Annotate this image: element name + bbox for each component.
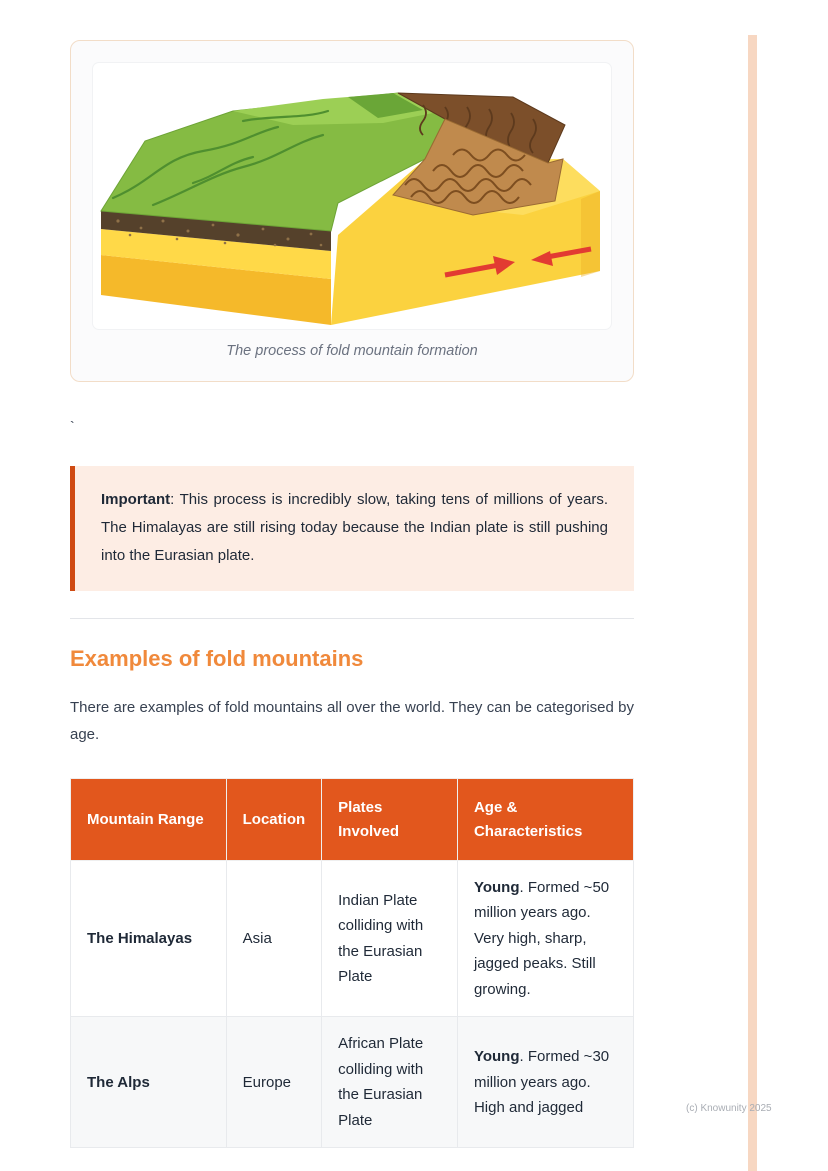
section-divider xyxy=(70,618,634,619)
table-row-himalayas xyxy=(71,860,634,1017)
cell-age xyxy=(457,1017,633,1148)
content-column xyxy=(70,0,634,1148)
section-heading: Examples of fold mountains xyxy=(70,646,364,672)
page-edge-stripe xyxy=(748,35,757,1171)
table-row-alps xyxy=(71,1017,634,1148)
cell-age-keyword: Young xyxy=(473,878,520,896)
col-header-mountain-range: Mountain Range xyxy=(71,779,227,861)
cell-location: Asia xyxy=(226,860,322,1017)
cell-range: The Alps xyxy=(71,1017,227,1148)
cell-age-detail: . Formed ~50 million years ago. Very high, sharp, jagged peaks. Still growing. xyxy=(473,878,610,998)
fold-mountain-illustration xyxy=(93,63,611,329)
cell-age xyxy=(457,860,633,1017)
callout-label: Important xyxy=(101,491,171,508)
col-header-age-characteristics: Age & Characteristics xyxy=(457,779,633,861)
fold-mountains-table xyxy=(70,778,634,1148)
important-callout xyxy=(70,466,634,591)
cell-plates: African Plate colliding with the Eurasian Plate xyxy=(322,1017,458,1148)
watermark: (c) Knowunity 2025 xyxy=(686,1103,772,1114)
col-header-location: Location xyxy=(226,779,322,861)
figure-card xyxy=(70,40,634,382)
cell-plates: Indian Plate colliding with the Eurasian Plate xyxy=(322,860,458,1017)
section-intro: There are examples of fold mountains all over the world. They can be categorised by age. xyxy=(70,699,634,744)
stray-backtick: ` xyxy=(70,418,75,434)
callout-body: : This process is incredibly slow, taking tens of millions of years. The Himalayas are still rising today because the Indian plate is still pushing into the Eurasian plate. xyxy=(101,491,608,564)
cell-location: Europe xyxy=(226,1017,322,1148)
cell-age-keyword: Young xyxy=(473,1048,520,1065)
figure-caption: The process of fold mountain formation xyxy=(226,343,478,359)
cell-age-detail: . Formed ~30 million years ago. High and jagged xyxy=(473,1048,610,1116)
callout-text xyxy=(101,486,608,569)
table-header-row xyxy=(71,779,634,861)
col-header-plates-involved: Plates Involved xyxy=(322,779,458,861)
cell-range: The Himalayas xyxy=(71,860,227,1017)
fold-mountain-diagram xyxy=(93,63,611,329)
